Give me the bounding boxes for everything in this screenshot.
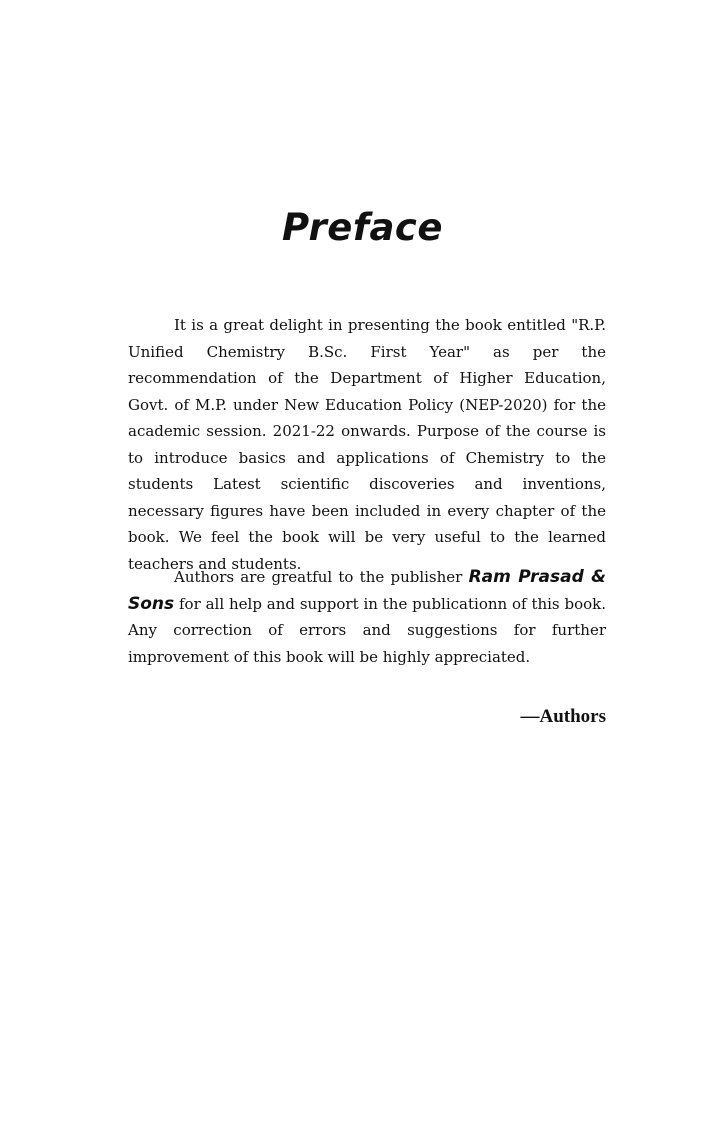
authors-signature: —Authors xyxy=(520,706,606,727)
preface-paragraph-1 xyxy=(128,312,606,577)
publisher-name: Ram Prasad & Sons xyxy=(128,567,606,614)
paragraph-2-text-end: for all help and support in the publicationn of this book. Any correction of errors and suggestions for further improvement of this book will be highly appreciated. xyxy=(128,594,606,666)
page-title: Preface xyxy=(282,206,443,249)
preface-paragraph-2 xyxy=(128,564,606,670)
paragraph-2-text-start: Authors are greatful to the publisher xyxy=(174,568,469,586)
paragraph-1-text: It is a great delight in presenting the book entitled "R.P. Unified Chemistry B.Sc. First Year" as per the recommendation of the Department of Higher Education, Govt. of M.P. under New Education Policy (NEP-2020) for the academic session. 2021-22 onwards. Purpose of the course is to introduce basics and applications of Chemistry to the students Latest scientific discoveries and inventions, necessary figures have been included in every chapter of the book. We feel the book will be very useful to the learned teachers and students. xyxy=(128,316,606,573)
